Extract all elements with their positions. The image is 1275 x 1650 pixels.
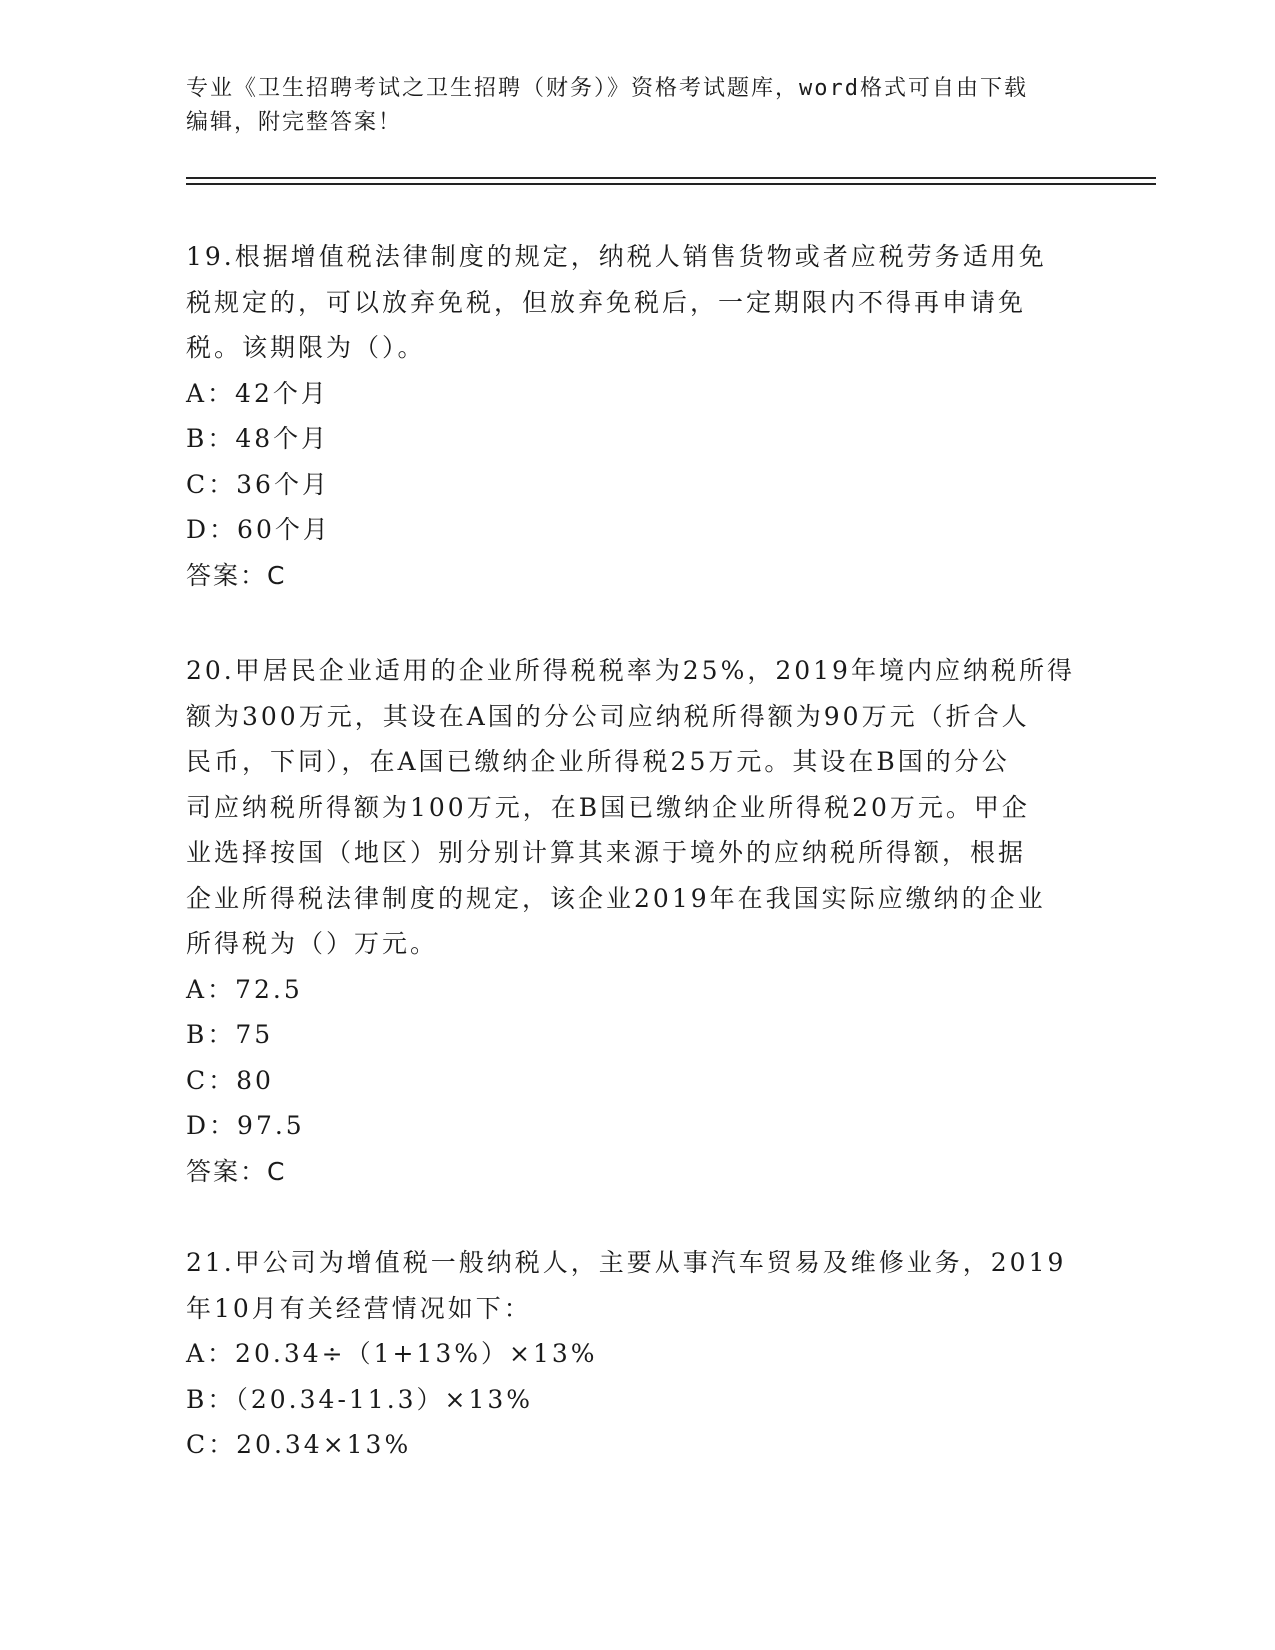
question-stem-line: 司应纳税所得额为100万元，在B国已缴纳企业所得税20万元。甲企 <box>186 792 1030 822</box>
question-stem-line: 所得税为（）万元。 <box>186 929 439 958</box>
page-header <box>186 72 1086 140</box>
option-c: C：80 <box>186 1065 274 1095</box>
header-divider-top <box>186 177 1156 179</box>
option-b: B：48个月 <box>186 424 330 453</box>
answer-line: 答案：C <box>186 1156 287 1186</box>
header-line-1: 专业《卫生招聘考试之卫生招聘（财务）》资格考试题库，word格式可自由下载 <box>186 76 1028 101</box>
question-21 <box>186 1240 1076 1468</box>
answer-line: 答案：C <box>186 560 287 590</box>
question-stem-line: 年10月有关经营情况如下： <box>186 1293 532 1323</box>
question-stem-line: 额为300万元，其设在A国的分公司应纳税所得额为90万元（折合人 <box>186 701 1030 731</box>
option-a: A：42个月 <box>186 378 329 408</box>
option-d: D：97.5 <box>186 1111 305 1140</box>
question-stem-line: 21.甲公司为增值税一般纳税人，主要从事汽车贸易及维修业务，2019 <box>186 1248 1067 1277</box>
option-d: D：60个月 <box>186 515 331 544</box>
question-stem-line: 税。该期限为（）。 <box>186 333 426 362</box>
header-line-2: 编辑，附完整答案！ <box>186 110 403 135</box>
question-19 <box>186 234 1076 598</box>
header-divider-bottom <box>186 183 1156 185</box>
option-a: A：20.34÷（1+13%）×13% <box>186 1339 598 1368</box>
question-stem-line: 企业所得税法律制度的规定，该企业2019年在我国实际应缴纳的企业 <box>186 883 1046 913</box>
option-b: B：75 <box>186 1020 274 1049</box>
option-a: A：72.5 <box>186 974 303 1004</box>
question-stem-line: 税规定的，可以放弃免税，但放弃免税后，一定期限内不得再申请免 <box>186 287 1027 317</box>
question-stem-line: 19.根据增值税法律制度的规定，纳税人销售货物或者应税劳务适用免 <box>186 242 1047 271</box>
question-stem-line: 民币，下同），在A国已缴纳企业所得税25万元。其设在B国的分公 <box>186 747 1010 776</box>
question-20 <box>186 648 1076 1194</box>
question-stem-line: 业选择按国（地区）别分别计算其来源于境外的应纳税所得额，根据 <box>186 838 1027 867</box>
option-b: B：（20.34-11.3）×13% <box>186 1384 534 1414</box>
option-c: C：36个月 <box>186 469 330 499</box>
question-stem-line: 20.甲居民企业适用的企业所得税税率为25%，2019年境内应纳税所得 <box>186 656 1075 685</box>
option-c: C：20.34×13% <box>186 1430 412 1459</box>
